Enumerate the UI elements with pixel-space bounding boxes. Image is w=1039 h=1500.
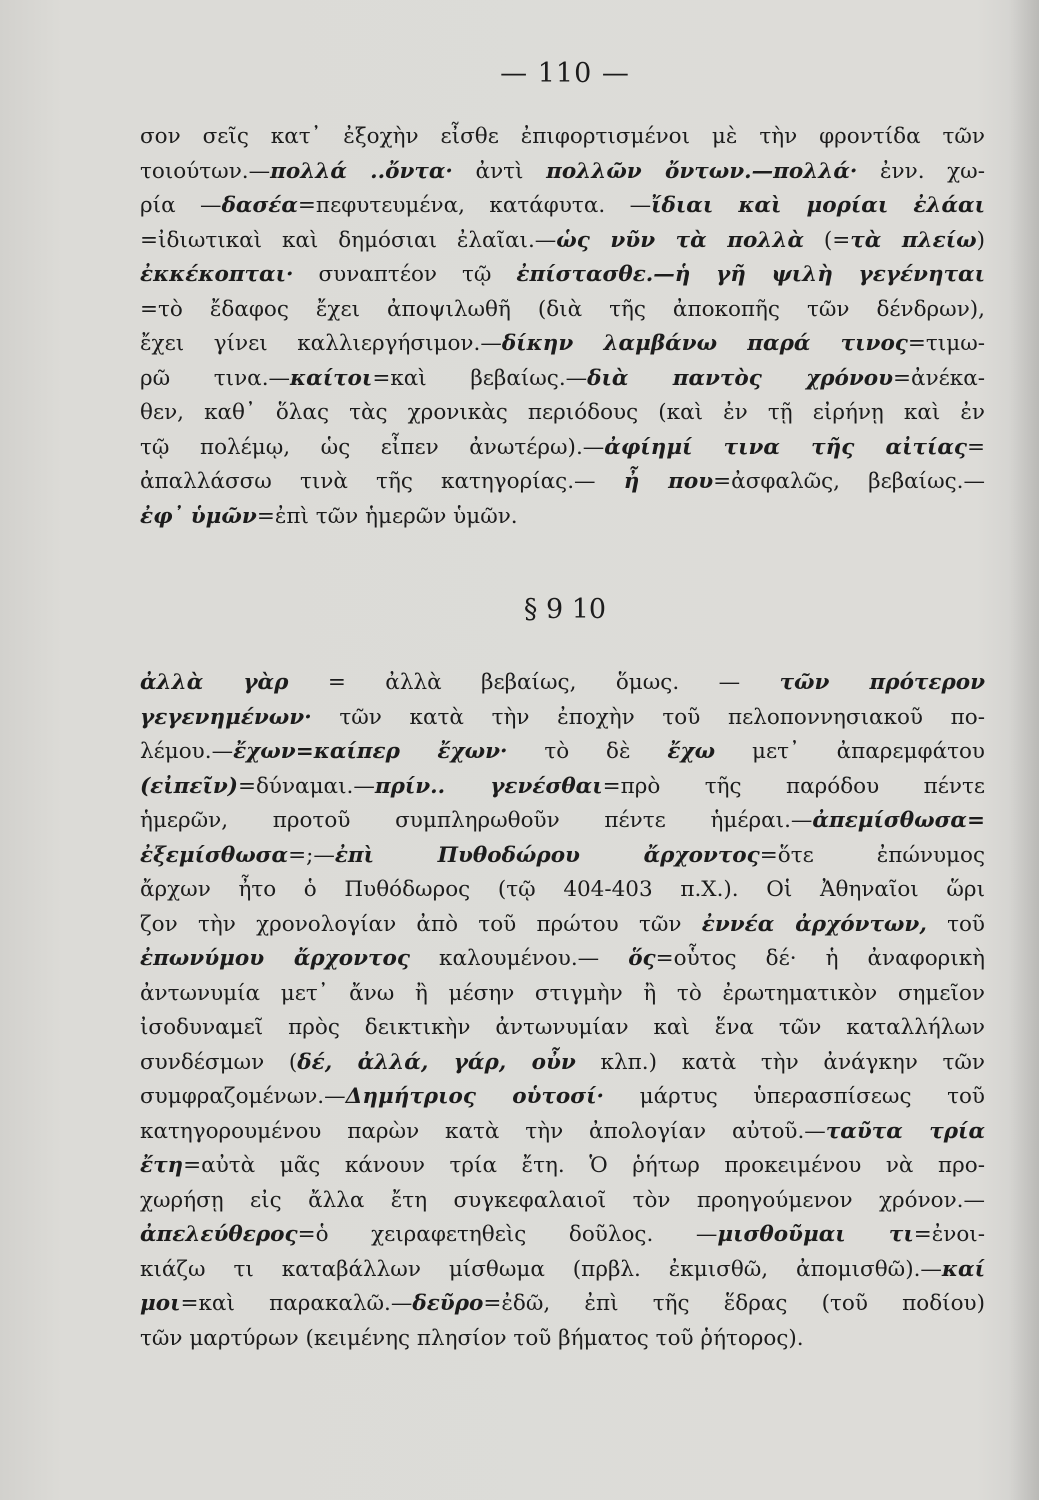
text-run: κλπ.) κατὰ τὴν ἀνάγκην τῶν bbox=[575, 1049, 986, 1075]
text-run: ἀπαλλάσσω τινὰ τῆς κατηγορίας.— bbox=[140, 469, 624, 494]
text-line bbox=[140, 293, 985, 328]
text-run: τῷ πολέμῳ, ὡς εἶπεν ἀνωτέρω).— bbox=[140, 434, 605, 460]
text-run: =πρὸ τῆς παρόδου πέντε bbox=[602, 773, 985, 799]
headword: δίκην λαμβάνω παρά τινος bbox=[501, 331, 908, 356]
text-line bbox=[140, 327, 985, 362]
text-line bbox=[140, 1287, 985, 1322]
text-run: =πεφυτευμένα, κατάφυτα. — bbox=[297, 193, 652, 218]
text-line bbox=[140, 908, 985, 943]
headword: μισθοῦμαι τι bbox=[717, 1222, 914, 1247]
text-run: =τὸ ἔδαφος ἔχει ἀποψιλωθῆ (διὰ τῆς ἀποκοπῆς τῶν δένδρων), bbox=[140, 296, 985, 322]
text-run: =αὐτὰ μᾶς κάνουν τρία ἔτη. Ὁ ῥήτωρ προκειμένου νὰ προ- bbox=[183, 1153, 985, 1178]
text-line bbox=[140, 465, 985, 500]
headword: ταῦτα τρία bbox=[825, 1118, 986, 1144]
headword: πολλά ..ὄντα· bbox=[270, 158, 453, 184]
headword: δέ, ἀλλά, γάρ, οὖν bbox=[297, 1049, 576, 1075]
text-run: καλουμένου.— bbox=[409, 946, 629, 971]
text-run: =τιμω- bbox=[907, 331, 985, 356]
text-run: =ἐνοι- bbox=[913, 1222, 985, 1247]
text-run: ἀντὶ bbox=[452, 158, 547, 184]
text-line bbox=[140, 839, 985, 874]
text-line bbox=[140, 873, 985, 908]
page-number: — 110 — bbox=[500, 58, 630, 89]
text-line bbox=[140, 1218, 985, 1253]
text-line bbox=[140, 396, 985, 431]
text-run: =καὶ βεβαίως.— bbox=[372, 365, 588, 391]
headword: ἐκκέκοπται· bbox=[140, 262, 294, 287]
text-line bbox=[140, 258, 985, 293]
text-run: = bbox=[967, 434, 986, 460]
headword: πολλῶν ὄντων.—πολλά· bbox=[546, 158, 858, 184]
commentary-paragraph-bottom bbox=[140, 666, 985, 1356]
text-line bbox=[140, 224, 985, 259]
text-run: μάρτυς ὑπερασπίσεως τοῦ bbox=[604, 1084, 986, 1109]
headword: τῶν πρότερον bbox=[779, 670, 986, 695]
text-run: =καὶ παρακαλῶ.— bbox=[180, 1291, 413, 1316]
headword: ἐννέα ἀρχόντων, bbox=[701, 911, 927, 937]
text-run: χωρήσῃ εἰς ἄλλα ἔτη συγκεφαλαιοῖ τὸν προηγούμενον χρόνον.— bbox=[140, 1187, 985, 1213]
text-run: ἰσοδυναμεῖ πρὸς δεικτικὴν ἀντωνυμίαν καὶ ἕνα τῶν καταλλήλων bbox=[140, 1015, 985, 1040]
text-run: =ὁ χειραφετηθεὶς δοῦλος. — bbox=[297, 1222, 718, 1247]
text-run: =ἐπὶ τῶν ἡμερῶν ὑμῶν. bbox=[256, 503, 518, 529]
text-line bbox=[140, 977, 985, 1012]
text-run: = ἀλλὰ βεβαίως, ὅμως. — bbox=[288, 670, 780, 695]
text-run: ζον τὴν χρονολογίαν ἀπὸ τοῦ πρώτου τῶν bbox=[140, 911, 702, 937]
text-run: =ἰδιωτικαὶ καὶ δημόσιαι ἐλαῖαι.— bbox=[140, 227, 557, 253]
text-run: =ὅτε ἐπώνυμος bbox=[759, 842, 985, 868]
text-line bbox=[140, 942, 985, 977]
headword: ἔτη bbox=[140, 1153, 184, 1178]
headword: πρίν.. γενέσθαι bbox=[374, 773, 603, 799]
text-line bbox=[140, 362, 985, 397]
text-line bbox=[140, 804, 985, 839]
text-run: θεν, καθ᾿ ὅλας τὰς χρονικὰς περιόδους (καὶ ἐν τῇ εἰρήνῃ καὶ ἐν bbox=[140, 400, 985, 425]
text-line bbox=[140, 1149, 985, 1184]
headword: ἀπεμίσθωσα= bbox=[812, 808, 985, 833]
headword: ἔχων=καίπερ ἔχων· bbox=[233, 739, 508, 764]
text-line bbox=[140, 770, 985, 805]
text-run: =ἀνέκα- bbox=[893, 365, 985, 391]
text-run: =οὗτος δέ· ἡ ἀναφορικὴ bbox=[655, 946, 986, 971]
text-run: ἐνν. χω- bbox=[857, 158, 985, 184]
text-run: τοιούτων.— bbox=[140, 158, 271, 184]
headword: δεῦρο bbox=[412, 1291, 484, 1316]
headword: ἴδιαι καὶ μορίαι ἐλάαι bbox=[651, 193, 985, 218]
text-run: (= bbox=[804, 227, 851, 253]
text-line bbox=[140, 1322, 985, 1357]
text-run: σον σεῖς κατ᾿ ἐξοχὴν εἶσθε ἐπιφορτισμένοι μὲ τὴν φροντίδα τῶν bbox=[140, 124, 985, 149]
text-run: ρῶ τινα.— bbox=[140, 365, 291, 391]
text-line bbox=[140, 155, 985, 190]
text-line bbox=[140, 1080, 985, 1115]
text-run: συναπτέον τῷ bbox=[293, 262, 517, 287]
text-run: τὸ δὲ bbox=[507, 739, 668, 764]
headword: ἀφίημί τινα τῆς αἰτίας bbox=[604, 434, 967, 460]
headword: ἐξεμίσθωσα bbox=[140, 842, 289, 868]
text-line bbox=[140, 701, 985, 736]
text-line bbox=[140, 1253, 985, 1288]
headword: ὅς bbox=[628, 946, 656, 971]
commentary-paragraph-top bbox=[140, 120, 985, 534]
text-run: λέμου.— bbox=[140, 739, 234, 764]
headword: ἀπελεύθερος bbox=[140, 1222, 298, 1247]
headword: τὰ πλείω bbox=[850, 227, 977, 253]
text-run: ) bbox=[976, 227, 985, 253]
headword: Δημήτριος οὑτοσί· bbox=[345, 1084, 605, 1109]
text-run: τῶν μαρτύρων (κειμένης πλησίον τοῦ βήματος τοῦ ῥήτορος). bbox=[140, 1325, 804, 1351]
text-run: ἀντωνυμία μετ᾿ ἄνω ἢ μέσην στιγμὴν ἢ τὸ ἐρωτηματικὸν σημεῖον bbox=[140, 980, 985, 1006]
headword: (εἰπεῖν) bbox=[140, 773, 238, 799]
headword: δασέα bbox=[221, 193, 298, 218]
text-line bbox=[140, 189, 985, 224]
text-run: =ἐδῶ, ἐπὶ τῆς ἕδρας (τοῦ ποδίου) bbox=[483, 1291, 985, 1316]
text-run: συνδέσμων ( bbox=[140, 1049, 298, 1075]
text-line bbox=[140, 735, 985, 770]
text-run: =ἀσφαλῶς, βεβαίως.— bbox=[713, 469, 985, 494]
text-run: συμφραζομένων.— bbox=[140, 1084, 346, 1109]
text-line bbox=[140, 1011, 985, 1046]
headword: ἀλλὰ γὰρ bbox=[140, 670, 289, 695]
text-run: =δύναμαι.— bbox=[237, 773, 375, 799]
text-run: =;— bbox=[288, 842, 335, 868]
text-run: ἡμερῶν, προτοῦ συμπληρωθοῦν πέντε ἡμέραι.— bbox=[140, 808, 813, 833]
text-line bbox=[140, 1115, 985, 1150]
text-run: τῶν κατὰ τὴν ἐποχὴν τοῦ πελοποννησιακοῦ πο- bbox=[311, 704, 985, 730]
section-heading: § 9 10 bbox=[523, 594, 607, 625]
text-run: τοῦ bbox=[926, 911, 986, 937]
headword: διὰ παντὸς χρόνου bbox=[587, 365, 894, 391]
text-line bbox=[140, 666, 985, 701]
text-line bbox=[140, 1184, 985, 1219]
headword: ὡς νῦν τὰ πολλὰ bbox=[556, 227, 804, 253]
text-line bbox=[140, 500, 985, 535]
page-edge-shadow bbox=[1009, 0, 1039, 1500]
text-run: κατηγορουμένου παρὼν κατὰ τὴν ἀπολογίαν αὐτοῦ.— bbox=[140, 1118, 826, 1144]
text-run: ἄρχων ἦτο ὁ Πυθόδωρος (τῷ 404-403 π.Χ.). Οἱ Ἀθηναῖοι ὥρι bbox=[140, 877, 985, 902]
headword: ἦ που bbox=[623, 469, 714, 494]
headword: ἐπὶ Πυθοδώρου ἄρχοντος bbox=[334, 842, 760, 868]
text-run: ἔχει γίνει καλλιεργήσιμον.— bbox=[140, 331, 502, 356]
headword: ἐφ᾿ ὑμῶν bbox=[140, 503, 257, 529]
headword: καίτοι bbox=[290, 365, 373, 391]
text-line bbox=[140, 1046, 985, 1081]
headword: καί bbox=[941, 1256, 985, 1282]
headword: ἔχω bbox=[667, 739, 716, 764]
text-line bbox=[140, 431, 985, 466]
text-line bbox=[140, 120, 985, 155]
headword: ἐπωνύμου ἄρχοντος bbox=[140, 946, 410, 971]
headword: γεγενημένων· bbox=[140, 704, 312, 730]
text-run: ρία — bbox=[140, 193, 222, 218]
headword: μοι bbox=[140, 1291, 181, 1316]
text-run: κιάζω τι καταβάλλων μίσθωμα (πρβλ. ἐκμισθῶ, ἀπομισθῶ).— bbox=[140, 1256, 942, 1282]
headword: ἐπίστασθε.—ἡ γῆ ψιλὴ γεγένηται bbox=[516, 262, 985, 287]
text-run: μετ᾿ ἀπαρεμφάτου bbox=[715, 739, 986, 764]
